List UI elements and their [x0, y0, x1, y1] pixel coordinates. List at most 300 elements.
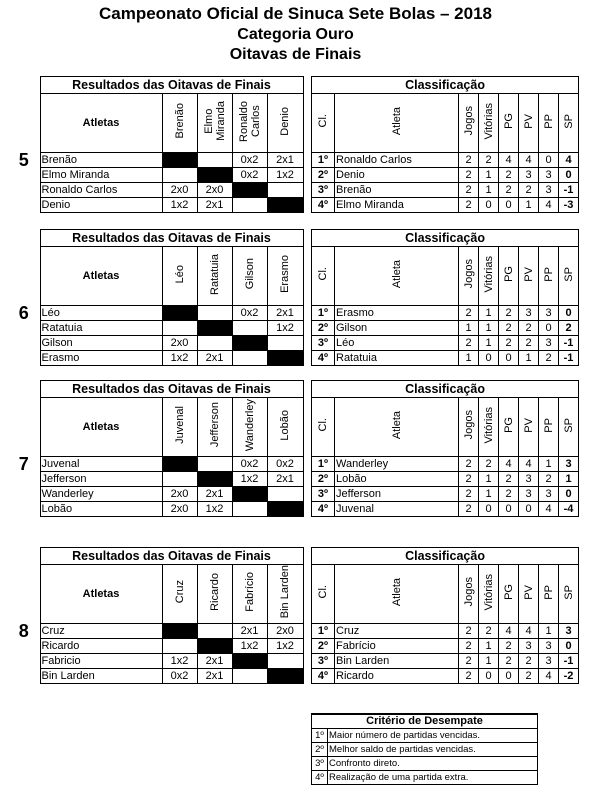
- standings-row: [312, 624, 579, 639]
- wins-header: Vitórias: [482, 573, 495, 611]
- self-match-cell: [267, 669, 303, 684]
- wins-header: Vitórias: [482, 255, 495, 293]
- pg-value: 0: [499, 502, 519, 517]
- pp-value: 1: [539, 457, 559, 472]
- match-score: [162, 321, 197, 336]
- athlete-header: Atleta: [390, 577, 403, 607]
- sp-value: -3: [559, 198, 579, 213]
- athletes-header: Atletas: [40, 247, 162, 306]
- athlete-name: Juvenal: [335, 502, 459, 517]
- match-score: [232, 321, 267, 336]
- athlete-name: Fabrício: [335, 639, 459, 654]
- wins-value: 0: [479, 502, 499, 517]
- standings-row: [312, 306, 579, 321]
- player-name: Bin Larden: [40, 669, 162, 684]
- pp-value: 3: [539, 654, 559, 669]
- standings-row: [312, 168, 579, 183]
- position: 4º: [312, 669, 335, 684]
- pv-value: 3: [519, 472, 539, 487]
- pg-value: 2: [499, 639, 519, 654]
- pp-value: 3: [539, 306, 559, 321]
- position: 1º: [312, 306, 335, 321]
- match-score: 2x1: [197, 198, 232, 213]
- player-name: Ricardo: [40, 639, 162, 654]
- wins-value: 2: [479, 624, 499, 639]
- opponent-header: Lobão: [279, 409, 291, 441]
- wins-value: 1: [479, 306, 499, 321]
- results-row: [8, 321, 303, 336]
- self-match-cell: [232, 336, 267, 351]
- position: 3º: [312, 183, 335, 198]
- match-score: [162, 472, 197, 487]
- match-score: 2x1: [267, 306, 303, 321]
- match-score: 1x2: [267, 321, 303, 336]
- opponent-header: Bin Larden: [279, 565, 291, 619]
- wins-value: 0: [479, 351, 499, 366]
- results-row: [8, 472, 303, 487]
- wins-value: 0: [479, 669, 499, 684]
- results-title: Resultados das Oitavas de Finais: [40, 548, 303, 565]
- standings-row: [312, 472, 579, 487]
- pv-value: 2: [519, 654, 539, 669]
- standings-table: [311, 547, 579, 684]
- pg-value: 2: [499, 321, 519, 336]
- pv-value: 4: [519, 153, 539, 168]
- pp-value: 2: [539, 472, 559, 487]
- pg-value: 2: [499, 472, 519, 487]
- athlete-header: Atleta: [390, 106, 403, 136]
- opponent-header: Ratatuia: [208, 253, 221, 295]
- standings-row: [312, 321, 579, 336]
- match-score: 1x2: [267, 168, 303, 183]
- sp-value: 1: [559, 472, 579, 487]
- pg-value: 2: [499, 306, 519, 321]
- match-score: [197, 153, 232, 168]
- match-score: [197, 457, 232, 472]
- pp-value: 2: [539, 351, 559, 366]
- match-score: 2x0: [197, 183, 232, 198]
- match-score: 2x1: [197, 669, 232, 684]
- opponent-header: Erasmo: [279, 255, 291, 293]
- match-score: [232, 669, 267, 684]
- opponent-header: Wanderley: [243, 398, 256, 452]
- player-name: Cruz: [40, 624, 162, 639]
- match-score: 2x1: [197, 654, 232, 669]
- player-name: Wanderley: [40, 487, 162, 502]
- athlete-name: Lobão: [335, 472, 459, 487]
- player-name: Erasmo: [40, 351, 162, 366]
- results-title: Resultados das Oitavas de Finais: [40, 381, 303, 398]
- sp-value: 0: [559, 306, 579, 321]
- results-row: [8, 624, 303, 639]
- pv-header: PV: [522, 584, 535, 600]
- opponent-header: Brenão: [173, 103, 186, 139]
- standings-title: Classificação: [312, 230, 579, 247]
- player-name: Lobão: [40, 502, 162, 517]
- match-score: 2x0: [162, 336, 197, 351]
- sp-header: SP: [562, 417, 575, 433]
- athlete-name: Jefferson: [335, 487, 459, 502]
- group-number: 8: [18, 623, 29, 641]
- sp-value: -1: [559, 351, 579, 366]
- wins-header: Vitórias: [482, 406, 495, 444]
- match-score: 1x2: [232, 472, 267, 487]
- match-score: 2x0: [162, 487, 197, 502]
- match-score: [162, 639, 197, 654]
- self-match-cell: [232, 654, 267, 669]
- sp-value: -1: [559, 183, 579, 198]
- sp-value: 0: [559, 487, 579, 502]
- wins-value: 1: [479, 168, 499, 183]
- wins-value: 1: [479, 321, 499, 336]
- results-row: [8, 198, 303, 213]
- results-row: [8, 502, 303, 517]
- pp-value: 3: [539, 639, 559, 654]
- opponent-header: Ricardo: [208, 573, 221, 611]
- results-table: [8, 547, 304, 684]
- results-row: [8, 351, 303, 366]
- self-match-cell: [232, 183, 267, 198]
- cl-header: Cl.: [317, 267, 329, 281]
- pg-value: 2: [499, 183, 519, 198]
- group-number: 6: [18, 305, 29, 323]
- results-row: [8, 336, 303, 351]
- player-name: Gilson: [40, 336, 162, 351]
- pp-value: 3: [539, 487, 559, 502]
- match-score: 0x2: [232, 306, 267, 321]
- results-table: [8, 380, 304, 517]
- athlete-name: Ratatuia: [335, 351, 459, 366]
- group-number: 5: [18, 152, 29, 170]
- position: 2º: [312, 639, 335, 654]
- match-score: 2x1: [197, 487, 232, 502]
- match-score: 1x2: [162, 351, 197, 366]
- athlete-header: Atleta: [390, 410, 403, 440]
- match-score: 2x1: [267, 153, 303, 168]
- pv-value: 4: [519, 457, 539, 472]
- match-score: 2x0: [162, 183, 197, 198]
- results-row: [8, 457, 303, 472]
- pg-value: 0: [499, 198, 519, 213]
- pg-header: PG: [502, 584, 515, 600]
- games-header: Jogos: [462, 259, 475, 289]
- pg-value: 2: [499, 654, 519, 669]
- games-value: 2: [459, 487, 479, 502]
- results-row: [8, 168, 303, 183]
- wins-value: 2: [479, 457, 499, 472]
- standings-row: [312, 457, 579, 472]
- wins-value: 1: [479, 639, 499, 654]
- opponent-header: Elmo Miranda: [202, 101, 227, 141]
- match-score: 1x2: [162, 198, 197, 213]
- opponent-header: Gilson: [243, 258, 256, 290]
- pv-value: 3: [519, 639, 539, 654]
- tiebreak-item: 2º Melhor saldo de partidas vencidas.: [312, 743, 538, 757]
- sp-header: SP: [562, 584, 575, 600]
- wins-value: 0: [479, 198, 499, 213]
- pg-header: PG: [502, 417, 515, 433]
- sp-value: 2: [559, 321, 579, 336]
- self-match-cell: [162, 153, 197, 168]
- pg-value: 0: [499, 351, 519, 366]
- position: 4º: [312, 198, 335, 213]
- opponent-header: Denio: [279, 106, 291, 136]
- opponent-header: Cruz: [173, 580, 186, 604]
- results-row: [8, 654, 303, 669]
- position: 1º: [312, 153, 335, 168]
- pv-value: 2: [519, 336, 539, 351]
- sp-value: 3: [559, 624, 579, 639]
- standings-row: [312, 336, 579, 351]
- cl-header: Cl.: [317, 585, 329, 599]
- athlete-name: Elmo Miranda: [335, 198, 459, 213]
- match-score: 1x2: [267, 639, 303, 654]
- player-name: Jefferson: [40, 472, 162, 487]
- tiebreak-title: Critério de Desempate: [312, 714, 538, 729]
- match-score: [232, 351, 267, 366]
- opponent-header: Fabrício: [243, 572, 256, 612]
- player-name: Ronaldo Carlos: [40, 183, 162, 198]
- standings-row: [312, 639, 579, 654]
- standings-table: [311, 229, 579, 366]
- pp-value: 4: [539, 669, 559, 684]
- match-score: 1x2: [232, 639, 267, 654]
- pp-value: 1: [539, 624, 559, 639]
- self-match-cell: [197, 472, 232, 487]
- self-match-cell: [162, 624, 197, 639]
- athletes-header: Atletas: [40, 94, 162, 153]
- pg-value: 2: [499, 336, 519, 351]
- games-value: 1: [459, 321, 479, 336]
- standings-row: [312, 351, 579, 366]
- sp-value: -1: [559, 336, 579, 351]
- pp-value: 4: [539, 502, 559, 517]
- athlete-name: Denio: [335, 168, 459, 183]
- match-score: [162, 168, 197, 183]
- games-header: Jogos: [462, 577, 475, 607]
- pp-value: 0: [539, 153, 559, 168]
- pp-value: 3: [539, 183, 559, 198]
- opponent-header: Ronaldo Carlos: [237, 100, 262, 142]
- pg-value: 4: [499, 153, 519, 168]
- sp-value: -4: [559, 502, 579, 517]
- wins-value: 1: [479, 487, 499, 502]
- standings-title: Classificação: [312, 381, 579, 398]
- wins-value: 1: [479, 654, 499, 669]
- position: 2º: [312, 168, 335, 183]
- games-value: 2: [459, 153, 479, 168]
- wins-value: 2: [479, 153, 499, 168]
- sp-value: 3: [559, 457, 579, 472]
- player-name: Brenão: [40, 153, 162, 168]
- match-score: 2x0: [162, 502, 197, 517]
- position: 1º: [312, 624, 335, 639]
- games-value: 2: [459, 639, 479, 654]
- position: 3º: [312, 654, 335, 669]
- games-header: Jogos: [462, 106, 475, 136]
- pp-value: 4: [539, 198, 559, 213]
- athlete-name: Erasmo: [335, 306, 459, 321]
- standings-row: [312, 669, 579, 684]
- athlete-name: Brenão: [335, 183, 459, 198]
- cl-header: Cl.: [317, 418, 329, 432]
- games-value: 2: [459, 336, 479, 351]
- pg-value: 0: [499, 669, 519, 684]
- sp-header: SP: [562, 113, 575, 129]
- athletes-header: Atletas: [40, 565, 162, 624]
- wins-header: Vitórias: [482, 102, 495, 140]
- self-match-cell: [267, 502, 303, 517]
- standings-title: Classificação: [312, 77, 579, 94]
- match-score: [267, 654, 303, 669]
- sp-value: -2: [559, 669, 579, 684]
- standings-row: [312, 198, 579, 213]
- match-score: 0x2: [232, 457, 267, 472]
- player-name: Léo: [40, 306, 162, 321]
- self-match-cell: [267, 351, 303, 366]
- pg-header: PG: [502, 266, 515, 282]
- match-score: [267, 336, 303, 351]
- pp-header: PP: [542, 266, 555, 282]
- category-subtitle: Categoria Ouro: [237, 26, 354, 43]
- standings-row: [312, 487, 579, 502]
- standings-title: Classificação: [312, 548, 579, 565]
- pv-header: PV: [522, 417, 535, 433]
- results-table: [8, 76, 304, 213]
- match-score: [197, 306, 232, 321]
- match-score: 1x2: [197, 502, 232, 517]
- player-name: Juvenal: [40, 457, 162, 472]
- pv-value: 4: [519, 624, 539, 639]
- athlete-name: Wanderley: [335, 457, 459, 472]
- tiebreak-item: 3º Confronto direto.: [312, 757, 538, 771]
- standings-table: [311, 380, 579, 517]
- tiebreak-table: [311, 713, 538, 785]
- match-score: 0x2: [267, 457, 303, 472]
- results-row: [8, 487, 303, 502]
- wins-value: 1: [479, 183, 499, 198]
- opponent-header: Juvenal: [173, 406, 186, 444]
- pv-value: 1: [519, 351, 539, 366]
- position: 2º: [312, 321, 335, 336]
- games-value: 2: [459, 457, 479, 472]
- pp-value: 0: [539, 321, 559, 336]
- pp-value: 3: [539, 168, 559, 183]
- match-score: [197, 336, 232, 351]
- pp-header: PP: [542, 584, 555, 600]
- sp-value: -1: [559, 654, 579, 669]
- pv-value: 2: [519, 183, 539, 198]
- self-match-cell: [162, 457, 197, 472]
- group-number: 7: [18, 456, 29, 474]
- results-row: [8, 306, 303, 321]
- match-score: 1x2: [162, 654, 197, 669]
- games-value: 2: [459, 669, 479, 684]
- pv-value: 3: [519, 168, 539, 183]
- opponent-header: Léo: [173, 264, 186, 284]
- self-match-cell: [197, 321, 232, 336]
- games-header: Jogos: [462, 410, 475, 440]
- pg-value: 2: [499, 168, 519, 183]
- pg-value: 2: [499, 487, 519, 502]
- games-value: 2: [459, 306, 479, 321]
- self-match-cell: [232, 487, 267, 502]
- match-score: 2x0: [267, 624, 303, 639]
- tiebreak-item: 4º Realização de uma partida extra.: [312, 771, 538, 785]
- results-row: [8, 669, 303, 684]
- standings-row: [312, 153, 579, 168]
- pp-value: 3: [539, 336, 559, 351]
- player-name: Elmo Miranda: [40, 168, 162, 183]
- athlete-name: Léo: [335, 336, 459, 351]
- match-score: [267, 487, 303, 502]
- self-match-cell: [197, 168, 232, 183]
- cl-header: Cl.: [317, 114, 329, 128]
- results-row: [8, 153, 303, 168]
- pv-value: 2: [519, 321, 539, 336]
- sp-value: 0: [559, 639, 579, 654]
- pg-header: PG: [502, 113, 515, 129]
- games-value: 2: [459, 472, 479, 487]
- athlete-name: Ronaldo Carlos: [335, 153, 459, 168]
- standings-row: [312, 502, 579, 517]
- games-value: 2: [459, 168, 479, 183]
- wins-value: 1: [479, 472, 499, 487]
- player-name: Fabricio: [40, 654, 162, 669]
- position: 3º: [312, 487, 335, 502]
- self-match-cell: [267, 198, 303, 213]
- pv-value: 1: [519, 198, 539, 213]
- athlete-name: Cruz: [335, 624, 459, 639]
- sp-header: SP: [562, 266, 575, 282]
- pp-header: PP: [542, 113, 555, 129]
- games-value: 2: [459, 198, 479, 213]
- match-score: 0x2: [232, 153, 267, 168]
- match-score: 2x1: [232, 624, 267, 639]
- match-score: 2x1: [197, 351, 232, 366]
- opponent-header: Jefferson: [208, 402, 221, 448]
- match-score: [267, 183, 303, 198]
- results-table: [8, 229, 304, 366]
- games-value: 2: [459, 502, 479, 517]
- match-score: 2x1: [267, 472, 303, 487]
- match-score: [197, 624, 232, 639]
- pv-header: PV: [522, 113, 535, 129]
- pv-value: 3: [519, 306, 539, 321]
- tiebreak-item: 1º Maior número de partidas vencidas.: [312, 729, 538, 743]
- match-score: [232, 198, 267, 213]
- games-value: 1: [459, 351, 479, 366]
- pg-value: 4: [499, 457, 519, 472]
- phase-subtitle: Oitavas de Finais: [229, 46, 362, 63]
- results-title: Resultados das Oitavas de Finais: [40, 77, 303, 94]
- athlete-name: Gilson: [335, 321, 459, 336]
- position: 1º: [312, 457, 335, 472]
- athlete-name: Ricardo: [335, 669, 459, 684]
- position: 2º: [312, 472, 335, 487]
- standings-table: [311, 76, 579, 213]
- pv-value: 3: [519, 487, 539, 502]
- results-row: [8, 183, 303, 198]
- pp-header: PP: [542, 417, 555, 433]
- player-name: Denio: [40, 198, 162, 213]
- standings-row: [312, 654, 579, 669]
- self-match-cell: [197, 639, 232, 654]
- games-value: 2: [459, 654, 479, 669]
- pv-value: 2: [519, 669, 539, 684]
- match-score: [232, 502, 267, 517]
- position: 3º: [312, 336, 335, 351]
